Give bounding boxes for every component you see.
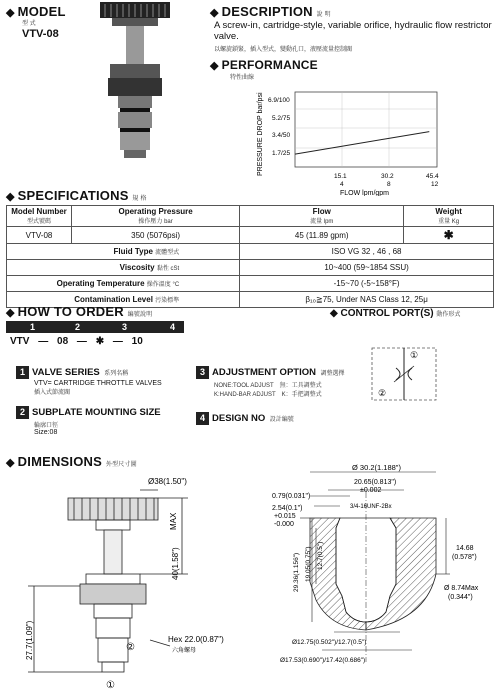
dim-d079: 0.79(0.031") [272,493,311,500]
dim-port-2: ② [126,642,135,653]
performance-series-line [295,132,429,155]
spec-header-weight: Weight 重量 Kg [404,206,494,227]
dimensions-heading: ◆ DIMENSIONS 外型尺寸圖 [6,454,137,469]
order-item-1: 1 VALVE SERIES 系列名稱 VTV= CARTRIDGE THROTTLE VALVES 插入式節流閥 [16,362,162,396]
specifications-title: SPECIFICATIONS [17,188,129,203]
order-code-10: 10 [131,336,143,347]
valve-photo [80,0,190,170]
xtick-top-2: 45.4 [426,173,439,180]
xtick-bottom-0: 4 [340,181,344,188]
order-item-3: 3 ADJUSTMENT OPTION 調整選擇 NONE:TOOL ADJUST 無：工具調整式 K:HAND-BAR ADJUST K：手把調整式 [196,362,344,398]
dim-tol002: ±0.002 [360,487,382,494]
dim-d874: Ø 8.74Max [444,585,479,592]
dim-d27: 27.7(1.09") [25,620,34,660]
control-port-1: ① [410,350,419,360]
ytick-3: 1.7/25 [272,150,291,157]
dimension-drawing-left [0,470,250,691]
order-num-3: 3 [122,322,128,332]
control-port-symbol [370,344,440,404]
dim-d1468b: (0.578") [452,554,477,561]
model-heading: ◆ MODEL [6,4,66,19]
order-num-4: 4 [170,322,176,332]
model-code: VTV-08 [22,28,59,40]
dim-d1468: 14.68 [456,545,474,552]
spec-fluid-row: Fluid Type 流體型式 ISO VG 32 , 46 , 68 [7,244,494,260]
dimensions-title: DIMENSIONS [17,454,103,469]
order-code-line: VTV — 08 — ✱ — 10 [10,336,143,347]
control-port-2: ② [378,388,387,398]
dim-d2065: 20.65(0.813") [354,479,397,486]
dim-d30: Ø 30.2(1.188") [352,463,401,472]
description-heading: ◆ DESCRIPTION 說 明 [210,4,331,19]
order-heading: ◆ HOW TO ORDER 編號說明 [6,304,153,319]
dimension-drawing-right [250,462,500,691]
xtick-bottom-1: 8 [387,181,391,188]
dim-hex-cn: 六角螺母 [172,648,197,654]
performance-title-cn: 特性曲線 [230,75,255,81]
spec-pressure-value: 350 (5076psi) [72,227,240,244]
description-text: A screw-in, cartridge-style, variable orifice, hydraulic flow restrictor valve. [214,20,492,42]
spec-header-flow: Flow 流量 lpm [240,206,404,227]
xtick-top-0: 15.1 [334,173,347,180]
ytick-1: 5.2/75 [272,115,291,122]
spec-flow-value: 45 (11.89 gpm) [240,227,404,244]
dim-tol015: +0.015 [274,513,296,520]
spec-model-value: VTV-08 [7,227,72,244]
spec-header-row [7,206,494,227]
dim-port-1: ① [106,680,115,691]
dim-d1275: Ø12.75(0.502")/12.7(0.5") [292,639,367,646]
spec-viscosity-row: Viscosity 黏性 cSt 10~400 (59~1854 SSU) [7,260,494,276]
description-text-cn: 以螺旋鎖緊，插入型式，變動孔口，液壓流量控制閥 [214,47,353,53]
dim-d1753: Ø17.53(0.690")/17.42(0.686") [280,657,366,664]
order-code-08: 08 [57,336,69,347]
control-heading: ◆ CONTROL PORT(S) 動作形式 [330,308,461,319]
dim-d38: Ø38(1.50") [148,477,187,486]
description-title-cn: 說 明 [316,12,331,18]
dim-d874b: (0.344") [448,594,473,601]
dim-thread: 3/4-16UNF-2Bx [350,504,392,510]
dim-tol000: -0.000 [274,521,294,528]
xtick-bottom-2: 12 [431,181,439,188]
specifications-table [6,205,494,308]
performance-xlabel: FLOW lpm/gpm [340,190,390,196]
dim-d2936: 29.36(1.156") [293,552,300,592]
dim-hex: Hex 22.0(0.87") [168,635,224,644]
order-num-1: 1 [30,322,36,332]
spec-weight-value: ✱ [404,227,494,244]
model-title-cn: 型 式 [22,21,36,27]
spec-header-pressure: Operating Pressure 操作壓力 bar [72,206,240,227]
order-title: HOW TO ORDER [17,304,124,319]
spec-contamination-row: Contamination Level 污染標準 β₁₀≧75, Under NAS Class 12, 25μ [7,292,494,308]
spec-temperature-row: Operating Temperature 操作溫度 °C -15~70 (-5~158°F) [7,276,494,292]
performance-chart [250,86,450,196]
model-title: MODEL [17,4,66,19]
ytick-0: 6.9/100 [268,97,290,104]
order-item-2: 2 SUBPLATE MOUNTING SIZE 輪廓口徑 Size:08 [16,402,161,436]
spec-value-row [7,227,494,244]
order-code-vtv: VTV [10,336,30,347]
performance-title: PERFORMANCE [221,58,318,72]
performance-heading: ◆ PERFORMANCE [210,58,318,72]
dim-d127: 12.7(0.5") [317,541,324,570]
specifications-heading: ◆ SPECIFICATIONS 規 格 [6,188,147,203]
dim-max: MAX [169,512,178,530]
performance-ylabel: PRESSURE DROP bar/psi [257,92,264,176]
order-num-2: 2 [75,322,81,332]
specifications-title-cn: 規 格 [132,196,147,202]
dimensions-title-cn: 外型尺寸圖 [105,462,137,468]
spec-header-model: Model Number 型式號碼 [7,206,72,227]
ytick-2: 3.4/50 [272,132,291,139]
dim-d1905: 19.05(0.75") [305,546,312,582]
order-code-star: ✱ [95,336,105,347]
dim-d254: 2.54(0.1") [272,505,303,512]
dim-d40: 40(1.58") [171,547,180,580]
xtick-top-1: 30.2 [381,173,394,180]
order-title-cn: 編號說明 [127,312,153,318]
order-item-4: 4 DESIGN NO 設計編號 [196,408,294,426]
description-title: DESCRIPTION [221,4,313,19]
